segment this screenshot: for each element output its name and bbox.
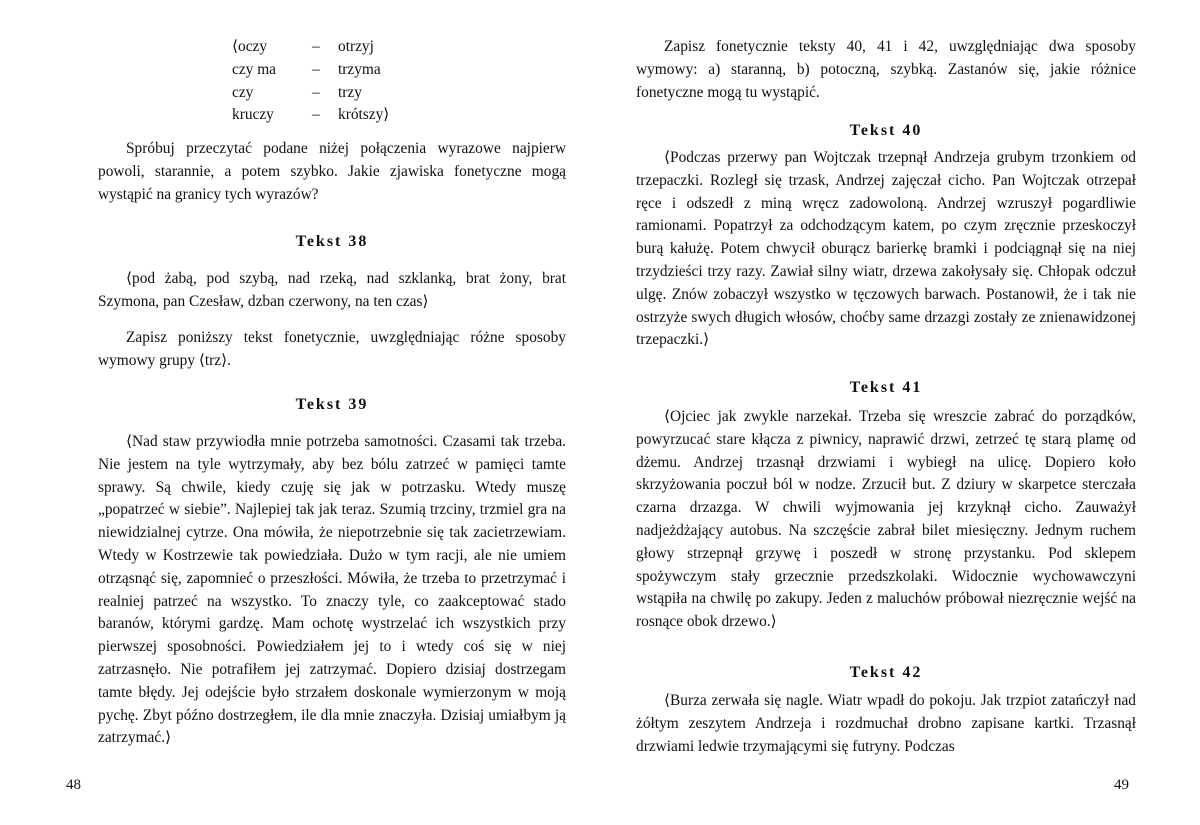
exercise-text: ⟨Ojciec jak zwykle narzekał. Trzeba się wreszcie zabrać do porządków, powyrzucać stare kłącza z piwnicy, naprawić drzwi, zetrzeć tę starą plamę od dżemu. Andrzej trzasnął drzwiami i wybiegł na ulicę. Dopiero koło skrzyżowania poczuł ból w nodze. Zrzucił but. Z dziury w skarpetce sterczała czarna drzazga. W chwili wyjmowania jej krzyknął cicho. Zauważył nadjeżdżający autobus. Na szczęście zabrał bilet miesięczny. Jednym ruchem głowy strzepnął grzywę i poszedł w stronę przystanku. Pod sklepem spożywczym stały grzecznie przedszkolaki. Widocznie wychowawczyni wstąpiła na chwilę po zakupy. Jeden z maluchów próbował niezręcznie wejść na rosnące obok drzewo.⟩ — [636, 408, 1136, 631]
word-pair — [232, 104, 389, 127]
word-pair-dash: – — [312, 38, 320, 55]
page-number: 49 — [1114, 777, 1129, 793]
word-pair-first: czy — [232, 83, 254, 101]
instruction-paragraph: Spróbuj przeczytać podane niżej połączenia wyrazowe najpierw powoli, starannie, a potem szybko. Jakie zjawiska fonetyczne mogą wystąpić na granicy tych wyrazów? — [98, 140, 566, 203]
instruction-paragraph: Zapisz poniższy tekst fonetycznie, uwzględniając różne sposoby wymowy grupy ⟨trz⟩. — [98, 329, 566, 369]
section-heading: Tekst 40 — [849, 122, 923, 139]
section-heading: Tekst 42 — [849, 664, 923, 681]
word-pairs-list — [232, 36, 389, 127]
instruction-paragraph: Zapisz fonetycznie teksty 40, 41 i 42, uwzględniając dwa sposoby wymowy: a) staranną, b) potoczną, szybką. Zastanów się, jakie różnice fonetyczne mogą tu wystąpić. — [636, 38, 1136, 101]
exercise-text: ⟨pod żabą, pod szybą, nad rzeką, nad szklanką, brat żony, brat Szymona, pan Czesław, dzban czerwony, na ten czas⟩ — [98, 270, 566, 310]
right-page — [600, 0, 1200, 825]
word-pair-second: otrzyj — [338, 38, 374, 55]
word-pair-dash: – — [312, 83, 320, 101]
exercise-text: ⟨Podczas przerwy pan Wojtczak trzepnął Andrzeja grubym trzonkiem od trzepaczki. Rozległ się trzask, Andrzej zajęczał cicho. Pan Wojtczak otrzepał ręce i odszedł z miną wręcz zadowoloną. Andrzej wzruszył pogardliwie ramionami. Popatrzył za odchodzącym katem, po czym zręcznie przeskoczył burą kałużę. Potem chwycił oburącz barierkę bramki i podciągnął się na niej trzydzieści trzy razy. Zawiał silny wiatr, drzewa zakołysały się. Chłopak odczuł ulgę. Znów zobaczył wszystko w tęczowych barwach. Postanowił, że i tak nie ostrzyże swych długich włosów, choćby same drzazgi zostały ze znienawidzonej trzepaczki.⟩ — [636, 149, 1136, 349]
section-heading: Tekst 41 — [849, 379, 923, 396]
word-pair-dash: – — [312, 60, 320, 78]
word-pair-first: kruczy — [232, 106, 274, 124]
word-pair — [232, 36, 389, 59]
word-pair — [232, 59, 389, 82]
word-pair-second: trzy — [338, 83, 362, 101]
section-heading: Tekst 39 — [295, 396, 369, 413]
word-pair-dash: – — [312, 106, 320, 124]
word-pair-second: krótszy⟩ — [338, 106, 390, 124]
word-pair-second: trzyma — [338, 60, 381, 78]
word-pair-first: ⟨oczy — [232, 38, 268, 55]
word-pair-first: czy ma — [232, 60, 277, 78]
word-pair — [232, 82, 389, 105]
exercise-text: ⟨Nad staw przywiodła mnie potrzeba samotności. Czasami tak trzeba. Nie jestem na tyle wytrzymały, aby bez bólu zatrzeć w pamięci tamte sprawy. Są chwile, kiedy czuję się jak w potrzasku. Wtedy muszę „popatrzeć w siebie”. Najlepiej tak jak teraz. Szumią trzciny, trzmiel gra na niewidzialnej cytrze. Ona mówiła, że niepotrzebnie się tak zacietrzewiam. Wtedy w Kostrzewie tak powiedziała. Dużo w tym racji, ale nie umiem otrząsnąć się, zapomnieć o przeszłości. Mówiła, że trzeba to przetrzymać i realniej patrzeć na wszystko. To znaczy tyle, co zaakceptować stado baranów, którymi gardzę. Mam ochotę wystrzelać ich wszystkich przy pierwszej sposobności. Powiedziałem jej to i wtedy coś się w niej zatrzasnęło. Nie potrafiłem jej zatrzymać. Dopiero dzisiaj dostrzegam tamte błędy. Jej odejście było strzałem doskonale wymierzonym w moją pychę. Zbyt późno dostrzegłem, ile dla mnie znaczyła. Dzisiaj umiałbym ją zatrzymać.⟩ — [98, 433, 566, 747]
page-number: 48 — [66, 777, 81, 793]
section-heading: Tekst 38 — [295, 233, 369, 250]
exercise-text: ⟨Burza zerwała się nagle. Wiatr wpadł do pokoju. Jak trzpiot zatańczył nad żółtym zeszytem Andrzeja i rozdmuchał drobno zapisane kartki. Trzasnął drzwiami ledwie trzymającymi się futryny. Podczas — [636, 692, 1136, 755]
